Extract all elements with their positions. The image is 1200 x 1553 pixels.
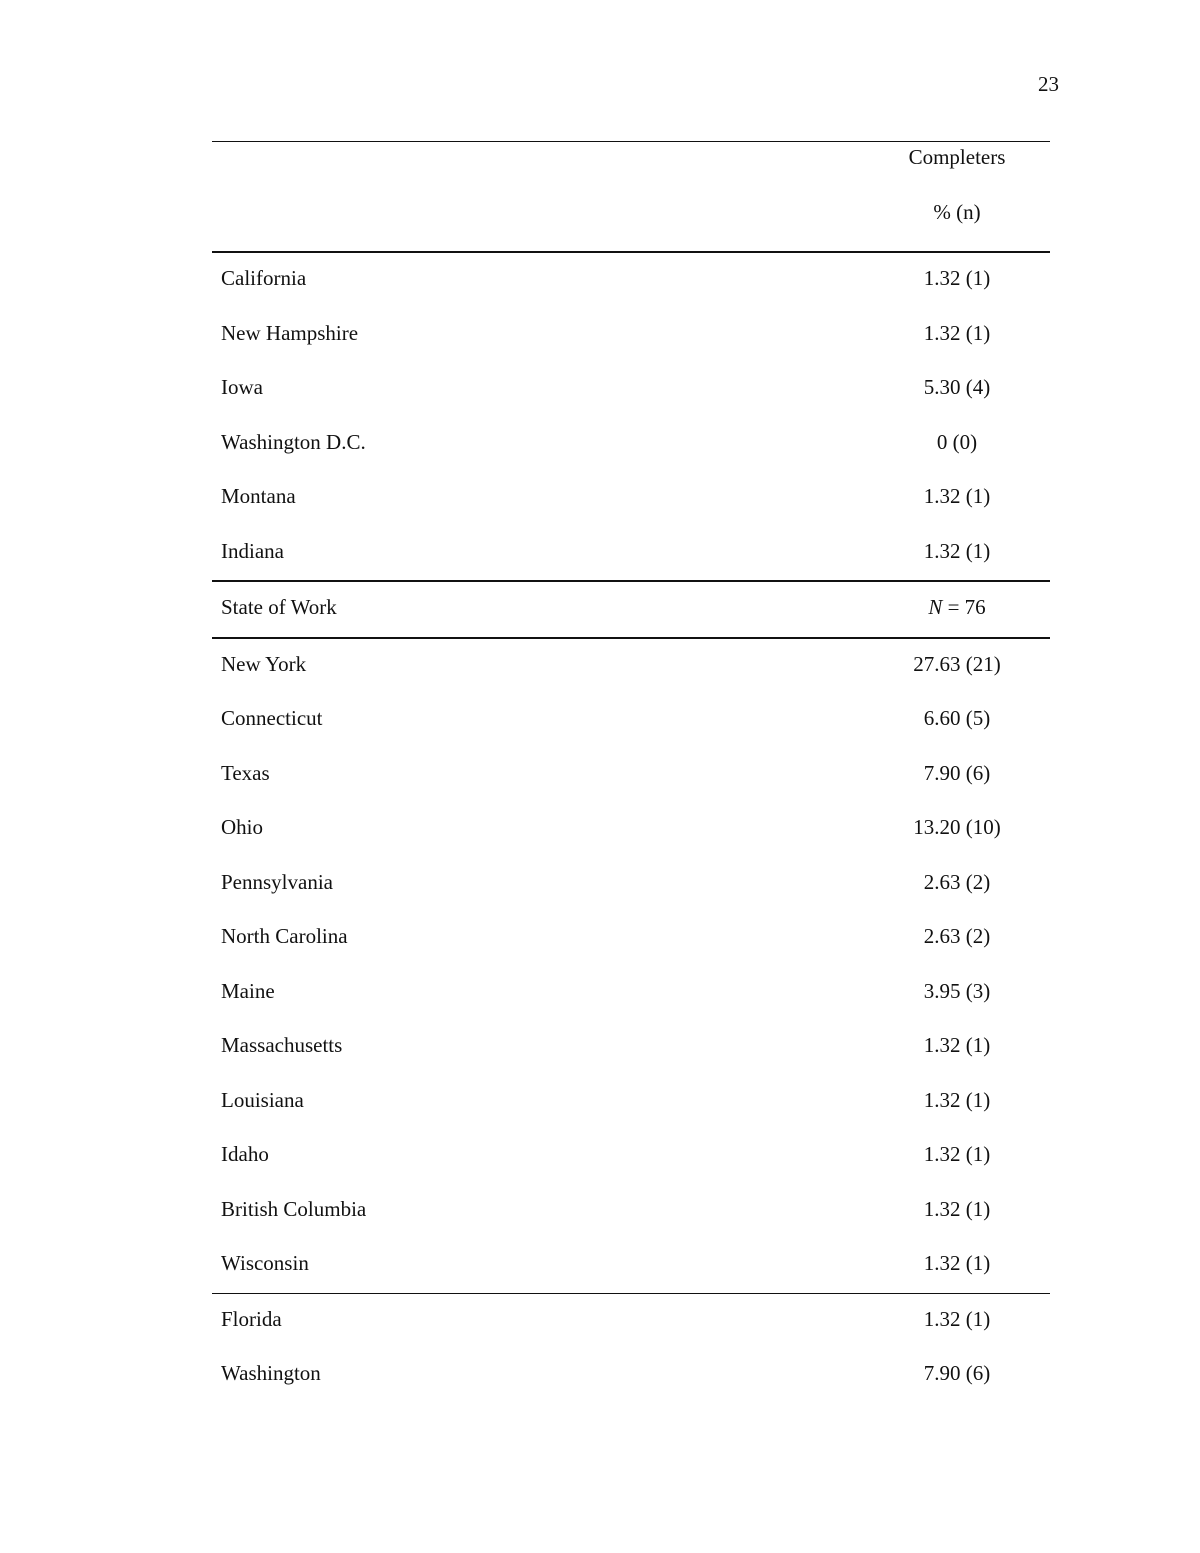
table-row bbox=[212, 1020, 1050, 1075]
table-row bbox=[212, 748, 1050, 803]
n-symbol: N bbox=[928, 595, 943, 619]
row-label: Massachusetts bbox=[221, 1033, 343, 1057]
table-row bbox=[212, 526, 1050, 581]
row-label: Indiana bbox=[221, 538, 284, 563]
table-header-row bbox=[212, 197, 1050, 252]
row-value: 7.90 (6) bbox=[923, 1361, 991, 1385]
row-value: 1.32 (1) bbox=[923, 538, 991, 563]
row-value: 1.32 (1) bbox=[923, 266, 991, 290]
section-n bbox=[882, 594, 1032, 620]
row-value: 5.30 (4) bbox=[923, 375, 991, 399]
table-group-1 bbox=[212, 253, 1050, 580]
data-table bbox=[212, 141, 1050, 1403]
row-value: 2.63 (2) bbox=[923, 924, 991, 948]
table-row bbox=[212, 911, 1050, 966]
table-row bbox=[212, 417, 1050, 472]
row-label: New Hampshire bbox=[221, 320, 359, 345]
table-row bbox=[212, 1348, 1050, 1403]
table-row bbox=[212, 308, 1050, 363]
row-value: 1.32 (1) bbox=[923, 1142, 991, 1166]
table-row bbox=[212, 253, 1050, 308]
table-group-2 bbox=[212, 639, 1050, 1293]
row-value: 1.32 (1) bbox=[923, 484, 991, 508]
table-row bbox=[212, 693, 1050, 748]
table-row bbox=[212, 802, 1050, 857]
table-row bbox=[212, 1238, 1050, 1293]
row-label: British Columbia bbox=[221, 1196, 367, 1221]
table-row bbox=[212, 966, 1050, 1021]
row-value: 1.32 (1) bbox=[923, 1306, 991, 1331]
row-value: 0 (0) bbox=[936, 429, 978, 454]
row-value: 27.63 (21) bbox=[913, 651, 1001, 676]
row-value: 1.32 (1) bbox=[923, 1196, 991, 1221]
row-label: Ohio bbox=[221, 815, 263, 839]
table-row bbox=[212, 639, 1050, 694]
table-row bbox=[212, 857, 1050, 912]
row-value: 1.32 (1) bbox=[923, 320, 991, 345]
n-value: = 76 bbox=[942, 595, 986, 619]
row-value: 6.60 (5) bbox=[923, 706, 991, 730]
table-row bbox=[212, 1184, 1050, 1239]
row-label: Connecticut bbox=[221, 706, 323, 730]
table-group-3 bbox=[212, 1294, 1050, 1403]
section-label: State of Work bbox=[221, 595, 337, 619]
row-label: California bbox=[221, 266, 307, 290]
table-row bbox=[212, 1129, 1050, 1184]
row-label: Wisconsin bbox=[221, 1251, 309, 1275]
row-value: 1.32 (1) bbox=[923, 1087, 991, 1112]
row-label: Texas bbox=[221, 760, 270, 785]
row-label: Florida bbox=[221, 1306, 282, 1331]
row-label: Washington bbox=[221, 1361, 321, 1385]
table-row bbox=[212, 1075, 1050, 1130]
page-number: 23 bbox=[1038, 72, 1059, 96]
row-label: Iowa bbox=[221, 375, 263, 399]
row-value: 3.95 (3) bbox=[923, 978, 991, 1003]
row-value: 2.63 (2) bbox=[923, 869, 991, 894]
row-label: Washington D.C. bbox=[221, 429, 366, 454]
table-row bbox=[212, 1294, 1050, 1349]
row-value: 1.32 (1) bbox=[923, 1251, 991, 1275]
table-row bbox=[212, 362, 1050, 417]
table-row bbox=[212, 471, 1050, 526]
row-label: New York bbox=[221, 651, 307, 676]
row-label: Louisiana bbox=[221, 1087, 304, 1112]
row-value: 1.32 (1) bbox=[923, 1033, 991, 1057]
row-value: 13.20 (10) bbox=[913, 815, 1001, 839]
row-value: 7.90 (6) bbox=[923, 760, 991, 785]
row-label: Pennsylvania bbox=[221, 869, 333, 894]
section-header-row bbox=[212, 582, 1050, 637]
table-header-row bbox=[212, 142, 1050, 197]
row-label: Montana bbox=[221, 484, 296, 508]
column-header-completers: Completers bbox=[908, 145, 1006, 169]
column-header-percent-n: % (n) bbox=[933, 199, 981, 224]
row-label: Idaho bbox=[221, 1142, 269, 1166]
row-label: Maine bbox=[221, 978, 275, 1003]
row-label: North Carolina bbox=[221, 924, 348, 948]
